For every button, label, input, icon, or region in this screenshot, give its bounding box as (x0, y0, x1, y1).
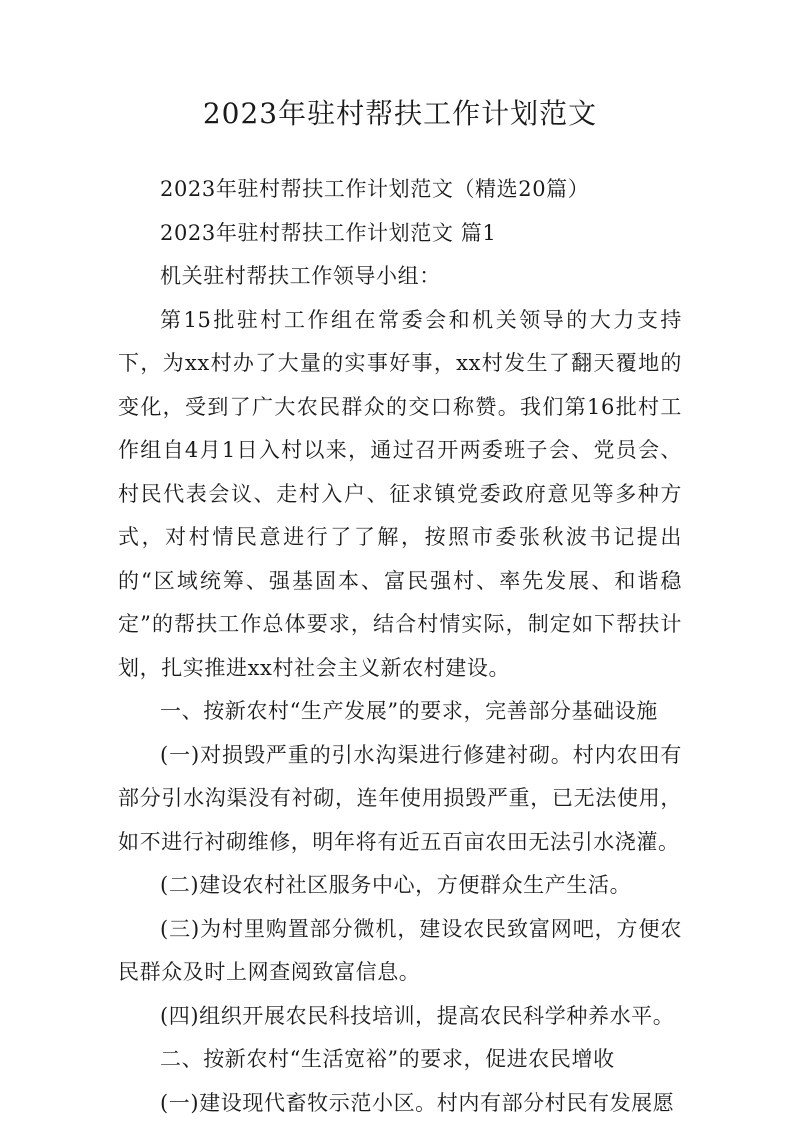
document-title: 2023年驻村帮扶工作计划范文 (202, 97, 598, 130)
paragraph-salutation: 机关驻村帮扶工作领导小组： (160, 264, 441, 288)
paragraph-item-1-2: (二)建设农村社区服务中心，方便群众生产生活。 (160, 873, 632, 897)
paragraph-section-heading: 2023年驻村帮扶工作计划范文 篇1 (160, 220, 497, 245)
document-body (118, 168, 682, 1125)
paragraph-subtitle: 2023年驻村帮扶工作计划范文（精选20篇） (160, 177, 590, 201)
paragraph-item-2-1: (一)建设现代畜牧示范小区。村内有部分村民有发展愿 (160, 1090, 675, 1115)
paragraph-heading-1: 一、按新农村“生产发展”的要求，完善部分基础设施 (160, 699, 658, 723)
paragraph-item-1-3: (三)为村里购置部分微机，建设农民致富网吧，方便农民群众及时上网查阅致富信息。 (118, 916, 682, 984)
paragraph-intro: 第15批驻村工作组在常委会和机关领导的大力支持下，为xx村办了大量的实事好事，xx村发生了翻天覆地的变化，受到了广大农民群众的交口称赞。我们第16批村工作组自4月1日入村以来，通过召开两委班子会、党员会、村民代表会议、走村入户、征求镇党委政府意见等多种方式，对村情民意进行了了解，按照市委张秋波书记提出的“区域统筹、强基固本、富民强村、率先发展、和谐稳定”的帮扶工作总体要求，结合村情实际，制定如下帮扶计划，扎实推进xx村社会主义新农村建设。 (118, 307, 682, 680)
paragraph-item-1-1: (一)对损毁严重的引水沟渠进行修建衬砌。村内农田有部分引水沟渠没有衬砌，连年使用损毁严重，已无法使用，如不进行衬砌维修，明年将有近五百亩农田无法引水浇灌。 (118, 742, 682, 854)
paragraph-heading-2: 二、按新农村“生活宽裕”的要求，促进农民增收 (160, 1047, 615, 1071)
paragraph-item-1-4: (四)组织开展农民科技培训，提高农民科学种养水平。 (160, 1003, 675, 1028)
